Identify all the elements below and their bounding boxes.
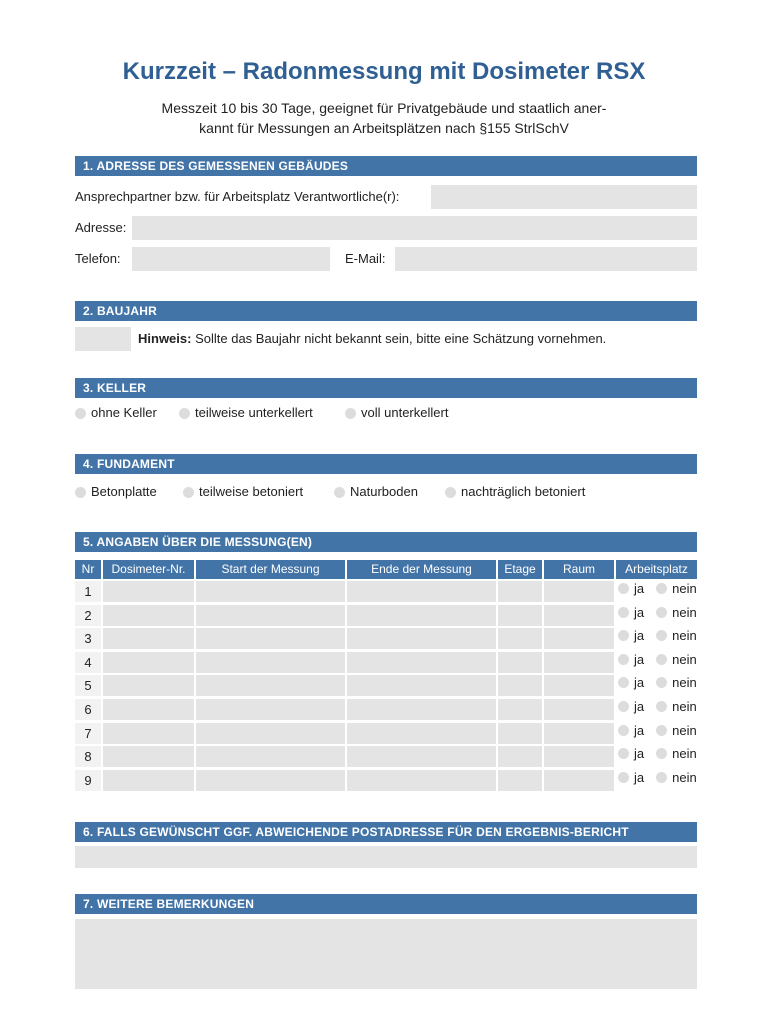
table-cell-input[interactable] — [347, 746, 496, 767]
yes-label: ja — [634, 581, 645, 596]
no-label: nein — [672, 628, 697, 644]
radio-icon[interactable] — [75, 408, 86, 419]
workplace-choice — [618, 649, 697, 670]
table-cell-input[interactable] — [347, 723, 496, 744]
radio-icon[interactable] — [656, 725, 667, 736]
col-header-floor: Etage — [498, 560, 542, 579]
year-hint-bold: Hinweis: — [138, 331, 192, 346]
table-cell-input[interactable] — [544, 605, 614, 626]
row-number: 1 — [75, 581, 101, 602]
basement-option-partial[interactable]: teilweise unterkellert — [179, 403, 313, 423]
section-heading-measurements: 5. ANGABEN ÜBER DIE MESSUNG(EN) — [75, 532, 697, 552]
radio-icon[interactable] — [183, 487, 194, 498]
row-number: 6 — [75, 699, 101, 720]
table-cell-input[interactable] — [103, 675, 194, 696]
table-cell-input[interactable] — [498, 628, 542, 649]
table-cell-input[interactable] — [196, 770, 345, 791]
radio-icon[interactable] — [656, 654, 667, 665]
workplace-choice — [618, 696, 697, 717]
no-label: nein — [672, 581, 697, 596]
col-header-start: Start der Messung — [196, 560, 345, 579]
table-cell-input[interactable] — [498, 605, 542, 626]
foundation-option-natural[interactable]: Naturboden — [334, 482, 418, 502]
table-cell-input[interactable] — [103, 746, 194, 767]
table-cell-input[interactable] — [103, 723, 194, 744]
row-number: 8 — [75, 746, 101, 767]
section-heading-year: 2. BAUJAHR — [75, 301, 697, 321]
table-cell-input[interactable] — [347, 605, 496, 626]
row-number: 3 — [75, 628, 101, 649]
radio-icon[interactable] — [656, 583, 667, 594]
email-label: E-Mail: — [345, 251, 386, 266]
table-cell-input[interactable] — [196, 746, 345, 767]
radio-icon[interactable] — [618, 654, 629, 665]
table-cell-input[interactable] — [103, 770, 194, 791]
table-cell-input[interactable] — [498, 675, 542, 696]
year-hint-text: Sollte das Baujahr nicht bekannt sein, bitte eine Schätzung vornehmen. — [191, 331, 607, 346]
col-header-end: Ende der Messung — [347, 560, 496, 579]
radio-icon[interactable] — [618, 701, 629, 712]
radio-icon[interactable] — [445, 487, 456, 498]
table-cell-input[interactable] — [498, 652, 542, 673]
table-cell-input[interactable] — [347, 770, 496, 791]
foundation-option-retrofit[interactable]: nachträglich betoniert — [445, 482, 585, 502]
table-cell-input[interactable] — [498, 770, 542, 791]
radio-icon[interactable] — [618, 748, 629, 759]
section-heading-address: 1. ADRESSE DES GEMESSENEN GEBÄUDES — [75, 156, 697, 176]
yes-label: ja — [634, 746, 645, 762]
workplace-choice — [618, 767, 697, 788]
table-cell-input[interactable] — [544, 628, 614, 649]
phone-label: Telefon: — [75, 251, 121, 266]
address-label: Adresse: — [75, 220, 127, 235]
table-cell-input[interactable] — [196, 675, 345, 696]
table-cell-input[interactable] — [498, 581, 542, 602]
radio-icon[interactable] — [656, 630, 667, 641]
yes-label: ja — [634, 651, 645, 667]
workplace-choice — [618, 743, 697, 764]
address-field[interactable] — [132, 216, 697, 240]
radio-icon[interactable] — [618, 630, 629, 641]
yes-label: ja — [634, 699, 645, 714]
table-cell-input[interactable] — [544, 770, 614, 791]
col-header-dosimeter: Dosimeter-Nr. — [103, 560, 194, 579]
postal-address-field[interactable] — [75, 846, 697, 868]
table-cell-input[interactable] — [103, 652, 194, 673]
table-cell-input[interactable] — [196, 699, 345, 720]
table-cell-input[interactable] — [544, 746, 614, 767]
table-cell-input[interactable] — [103, 628, 194, 649]
table-cell-input[interactable] — [347, 675, 496, 696]
page-title: Kurzzeit – Radonmessung mit Dosimeter RSX — [122, 58, 646, 85]
contact-label: Ansprechpartner bzw. für Arbeitsplatz Verantwortliche(r): — [75, 189, 400, 204]
email-field[interactable] — [395, 247, 697, 271]
yes-label: ja — [634, 628, 645, 644]
page-subtitle — [0, 98, 768, 138]
foundation-option-slab[interactable]: Betonplatte — [75, 482, 157, 502]
radio-icon[interactable] — [656, 677, 667, 688]
table-cell-input[interactable] — [103, 581, 194, 602]
col-header-room: Raum — [544, 560, 614, 579]
table-cell-input[interactable] — [196, 723, 345, 744]
workplace-choice — [618, 602, 697, 623]
workplace-choice — [618, 625, 697, 646]
radio-icon[interactable] — [656, 772, 667, 783]
no-label: nein — [672, 604, 697, 620]
table-cell-input[interactable] — [544, 675, 614, 696]
table-cell-input[interactable] — [498, 723, 542, 744]
yes-label: ja — [634, 722, 645, 738]
radio-icon[interactable] — [334, 487, 345, 498]
radio-icon[interactable] — [75, 487, 86, 498]
radio-icon[interactable] — [345, 408, 356, 419]
section-heading-postal: 6. FALLS GEWÜNSCHT GGF. ABWEICHENDE POSTADRESSE FÜR DEN ERGEBNIS-BERICHT — [75, 822, 697, 842]
table-cell-input[interactable] — [347, 699, 496, 720]
subtitle-line-2: kannt für Messungen an Arbeitsplätzen nach §155 StrlSchV — [199, 120, 569, 136]
row-number: 9 — [75, 770, 101, 791]
table-cell-input[interactable] — [498, 699, 542, 720]
radio-icon[interactable] — [179, 408, 190, 419]
table-cell-input[interactable] — [498, 746, 542, 767]
basement-option-full[interactable]: voll unterkellert — [345, 403, 448, 423]
table-cell-input[interactable] — [544, 723, 614, 744]
table-cell-input[interactable] — [103, 605, 194, 626]
radio-icon[interactable] — [618, 725, 629, 736]
section-heading-foundation: 4. FUNDAMENT — [75, 454, 697, 474]
radio-icon[interactable] — [618, 772, 629, 783]
col-header-nr: Nr — [75, 560, 101, 579]
phone-field[interactable] — [132, 247, 330, 271]
row-number: 5 — [75, 675, 101, 696]
no-label: nein — [672, 675, 697, 691]
table-cell-input[interactable] — [347, 581, 496, 602]
year-hint — [138, 329, 606, 349]
contact-field[interactable] — [431, 185, 697, 209]
table-cell-input[interactable] — [544, 699, 614, 720]
row-number: 4 — [75, 652, 101, 673]
remarks-field[interactable] — [75, 919, 697, 989]
no-label: nein — [672, 651, 697, 667]
radio-icon[interactable] — [656, 748, 667, 759]
col-header-workplace: Arbeitsplatz — [616, 560, 697, 579]
year-field[interactable] — [75, 327, 131, 351]
foundation-option-partial[interactable]: teilweise betoniert — [183, 482, 303, 502]
row-number: 7 — [75, 723, 101, 744]
row-number: 2 — [75, 605, 101, 626]
section-heading-basement: 3. KELLER — [75, 378, 697, 398]
basement-option-none[interactable]: ohne Keller — [75, 403, 157, 423]
section-heading-remarks: 7. WEITERE BEMERKUNGEN — [75, 894, 697, 914]
radio-icon[interactable] — [618, 607, 629, 618]
table-cell-input[interactable] — [103, 699, 194, 720]
no-label: nein — [672, 699, 697, 714]
no-label: nein — [672, 722, 697, 738]
workplace-choice — [618, 578, 697, 599]
table-cell-input[interactable] — [196, 581, 345, 602]
no-label: nein — [672, 769, 697, 785]
table-cell-input[interactable] — [347, 652, 496, 673]
yes-label: ja — [634, 675, 645, 691]
no-label: nein — [672, 746, 697, 762]
table-cell-input[interactable] — [347, 628, 496, 649]
workplace-choice — [618, 672, 697, 693]
radio-icon[interactable] — [618, 677, 629, 688]
table-cell-input[interactable] — [544, 581, 614, 602]
table-cell-input[interactable] — [196, 652, 345, 673]
radio-icon[interactable] — [656, 701, 667, 712]
radio-icon[interactable] — [656, 607, 667, 618]
table-cell-input[interactable] — [196, 628, 345, 649]
workplace-choice — [618, 720, 697, 741]
table-cell-input[interactable] — [196, 605, 345, 626]
yes-label: ja — [634, 604, 645, 620]
radio-icon[interactable] — [618, 583, 629, 594]
yes-label: ja — [634, 769, 645, 785]
table-cell-input[interactable] — [544, 652, 614, 673]
subtitle-line-1: Messzeit 10 bis 30 Tage, geeignet für Privatgebäude und staatlich aner- — [161, 100, 607, 116]
